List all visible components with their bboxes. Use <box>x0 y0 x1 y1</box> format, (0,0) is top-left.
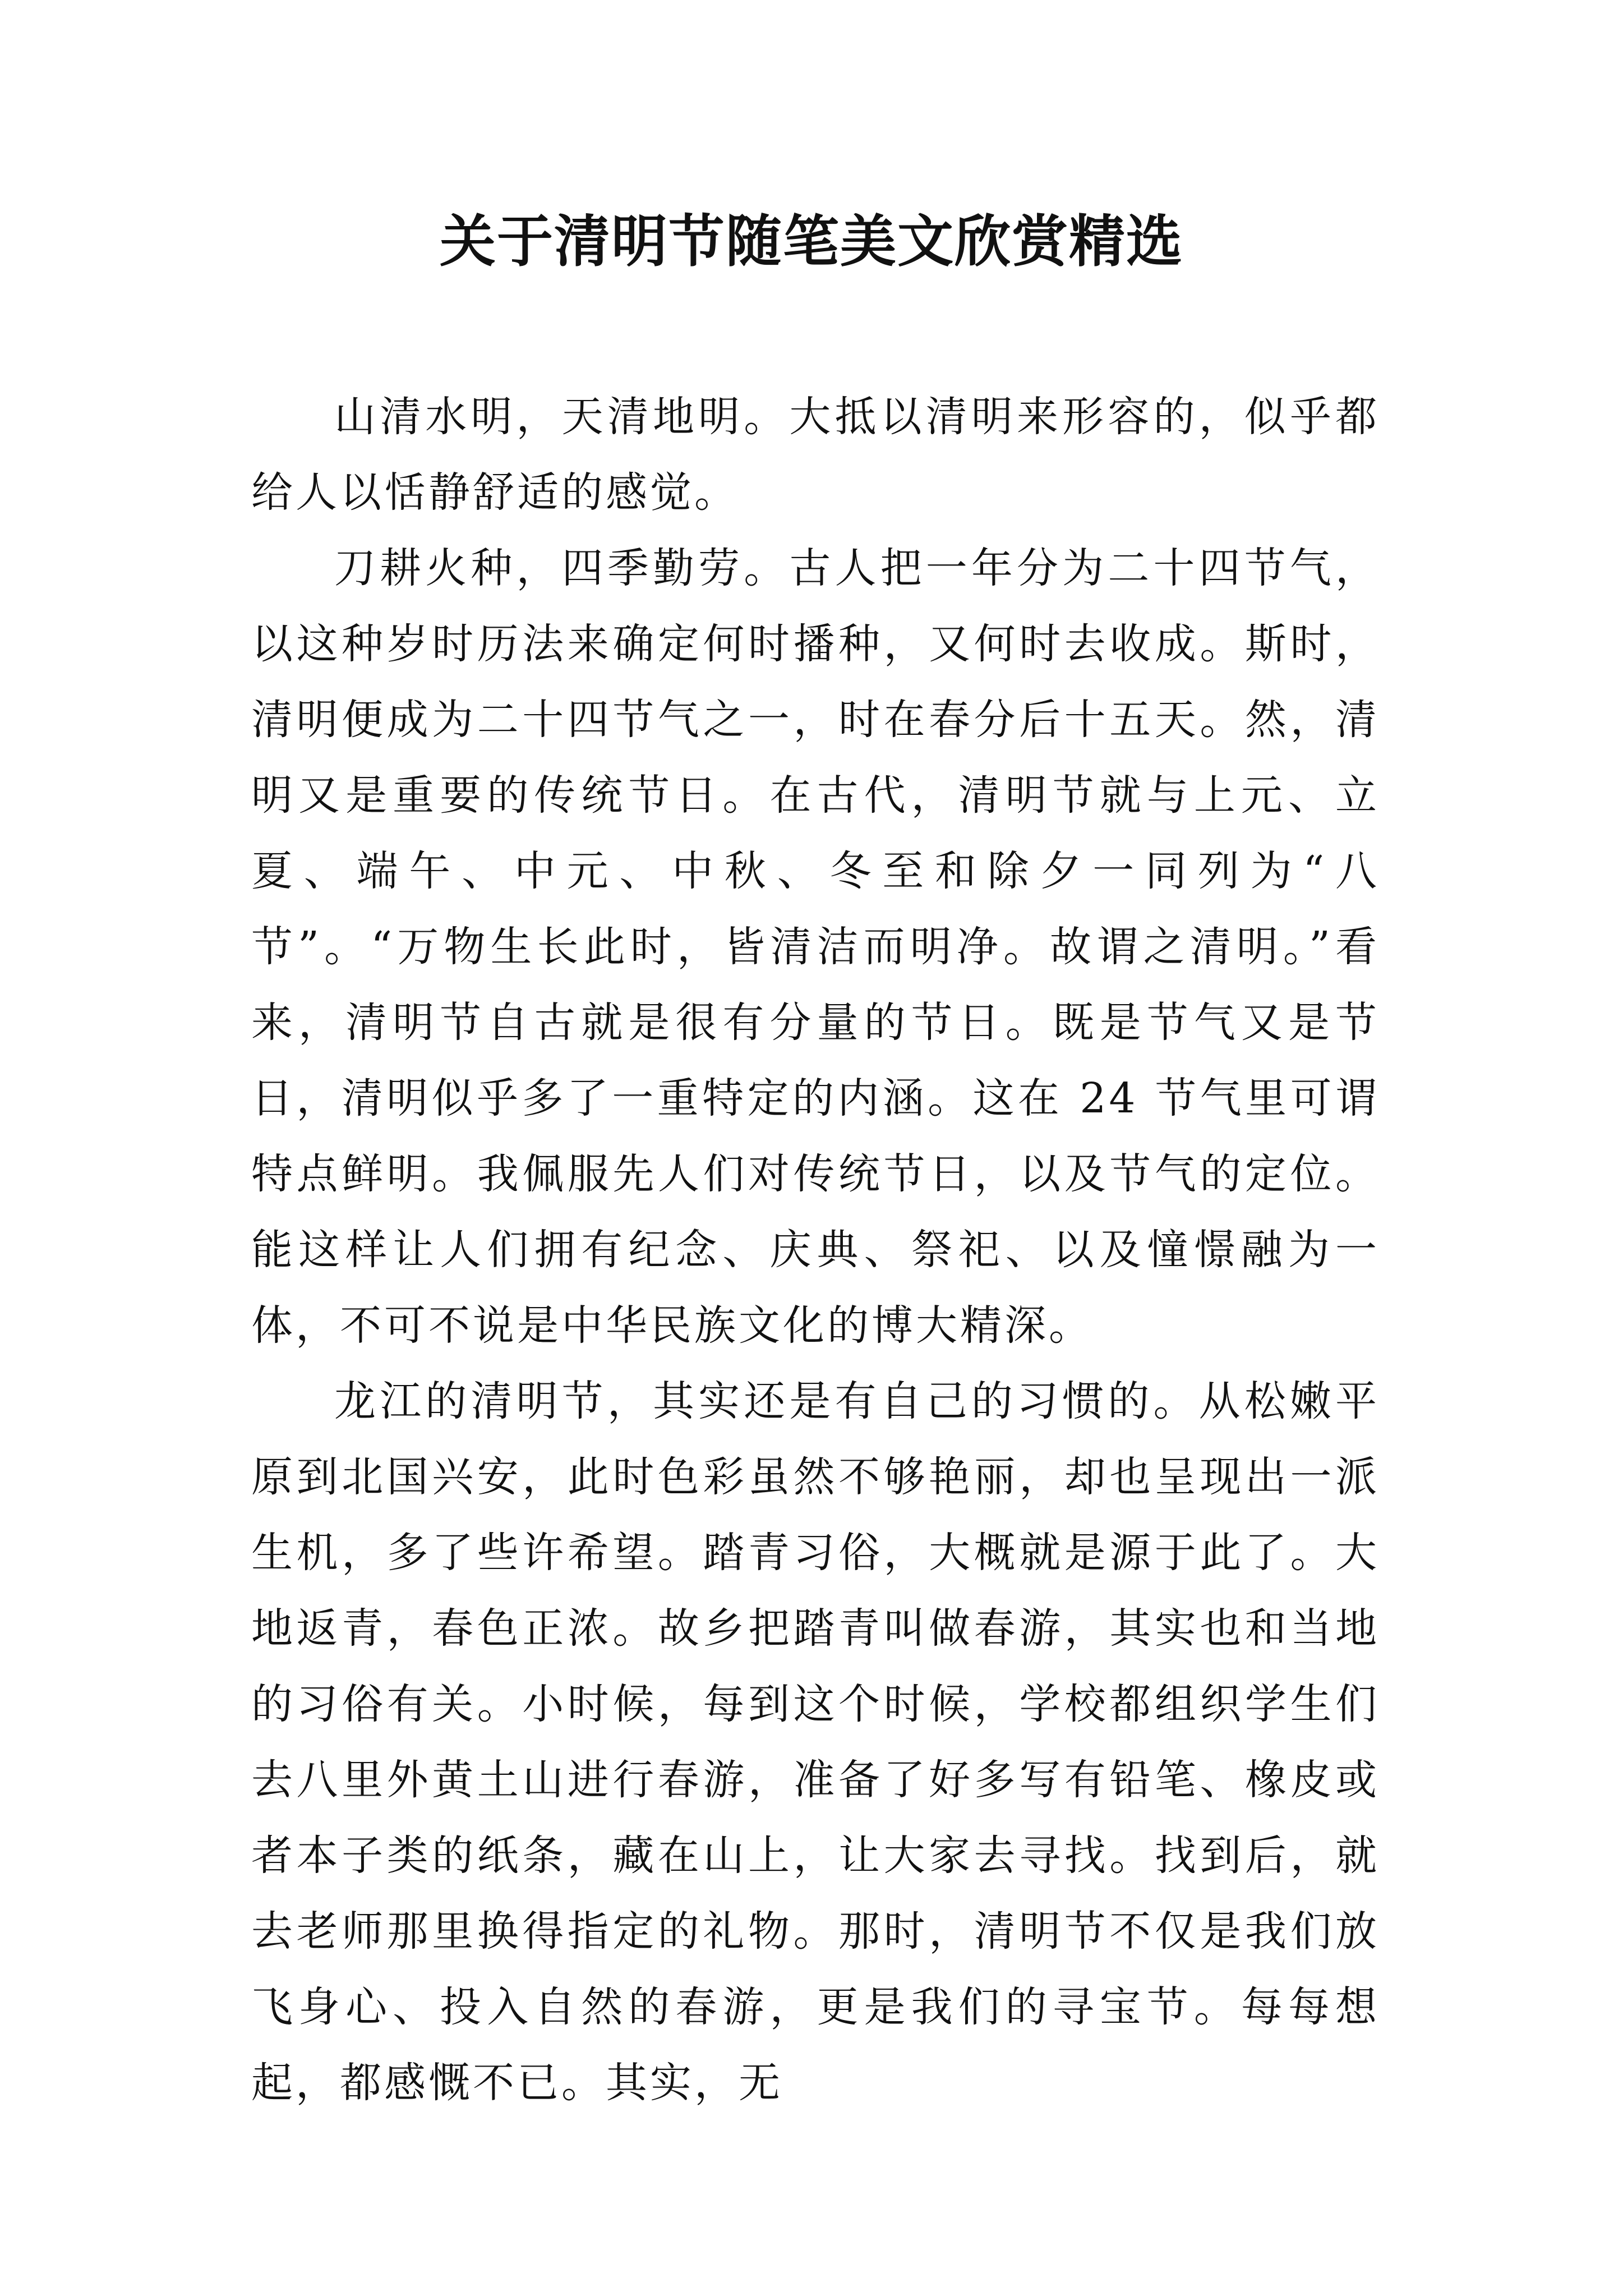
paragraph-1: 山清水明，天清地明。大抵以清明来形容的，似乎都给人以恬静舒适的感觉。 <box>251 393 1380 517</box>
paragraph-3: 龙江的清明节，其实还是有自己的习惯的。从松嫩平原到北国兴安，此时色彩虽然不够艳丽，却也呈现出一派生机，多了些许希望。踏青习俗，大概就是源于此了。大地返青，春色正浓。故乡把踏青叫做春游，其实也和当地的习俗有关。小时候，每到这个时候，学校都组织学生们去八里外黄土山进行春游，准备了好多写有铅笔、橡皮或者本子类的纸条，藏在山上，让大家去寻找。找到后，就去老师那里换得指定的礼物。那时，清明节不仅是我们放飞身心、投入自然的春游，更是我们的寻宝节。每每想起，都感慨不已。其实，无 <box>251 1377 1380 2107</box>
paragraph-2: 刀耕火种，四季勤劳。古人把一年分为二十四节气，以这种岁时历法来确定何时播种，又何时去收成。斯时，清明便成为二十四节气之一，时在春分后十五天。然，清明又是重要的传统节日。在古代，清明节就与上元、立夏、端午、中元、中秋、冬至和除夕一同列为“八节”。“万物生长此时，皆清洁而明净。故谓之清明。”看来，清明节自古就是很有分量的节日。既是节气又是节日，清明似乎多了一重特定的内涵。这在 24 节气里可谓特点鲜明。我佩服先人们对传统节日，以及节气的定位。能这样让人们拥有纪念、庆典、祭祀、以及憧憬融为一体，不可不说是中华民族文化的博大精深。 <box>251 544 1380 1350</box>
document-body <box>251 379 1380 2121</box>
document-title: 关于清明节随笔美文欣赏精选 <box>440 208 1183 274</box>
